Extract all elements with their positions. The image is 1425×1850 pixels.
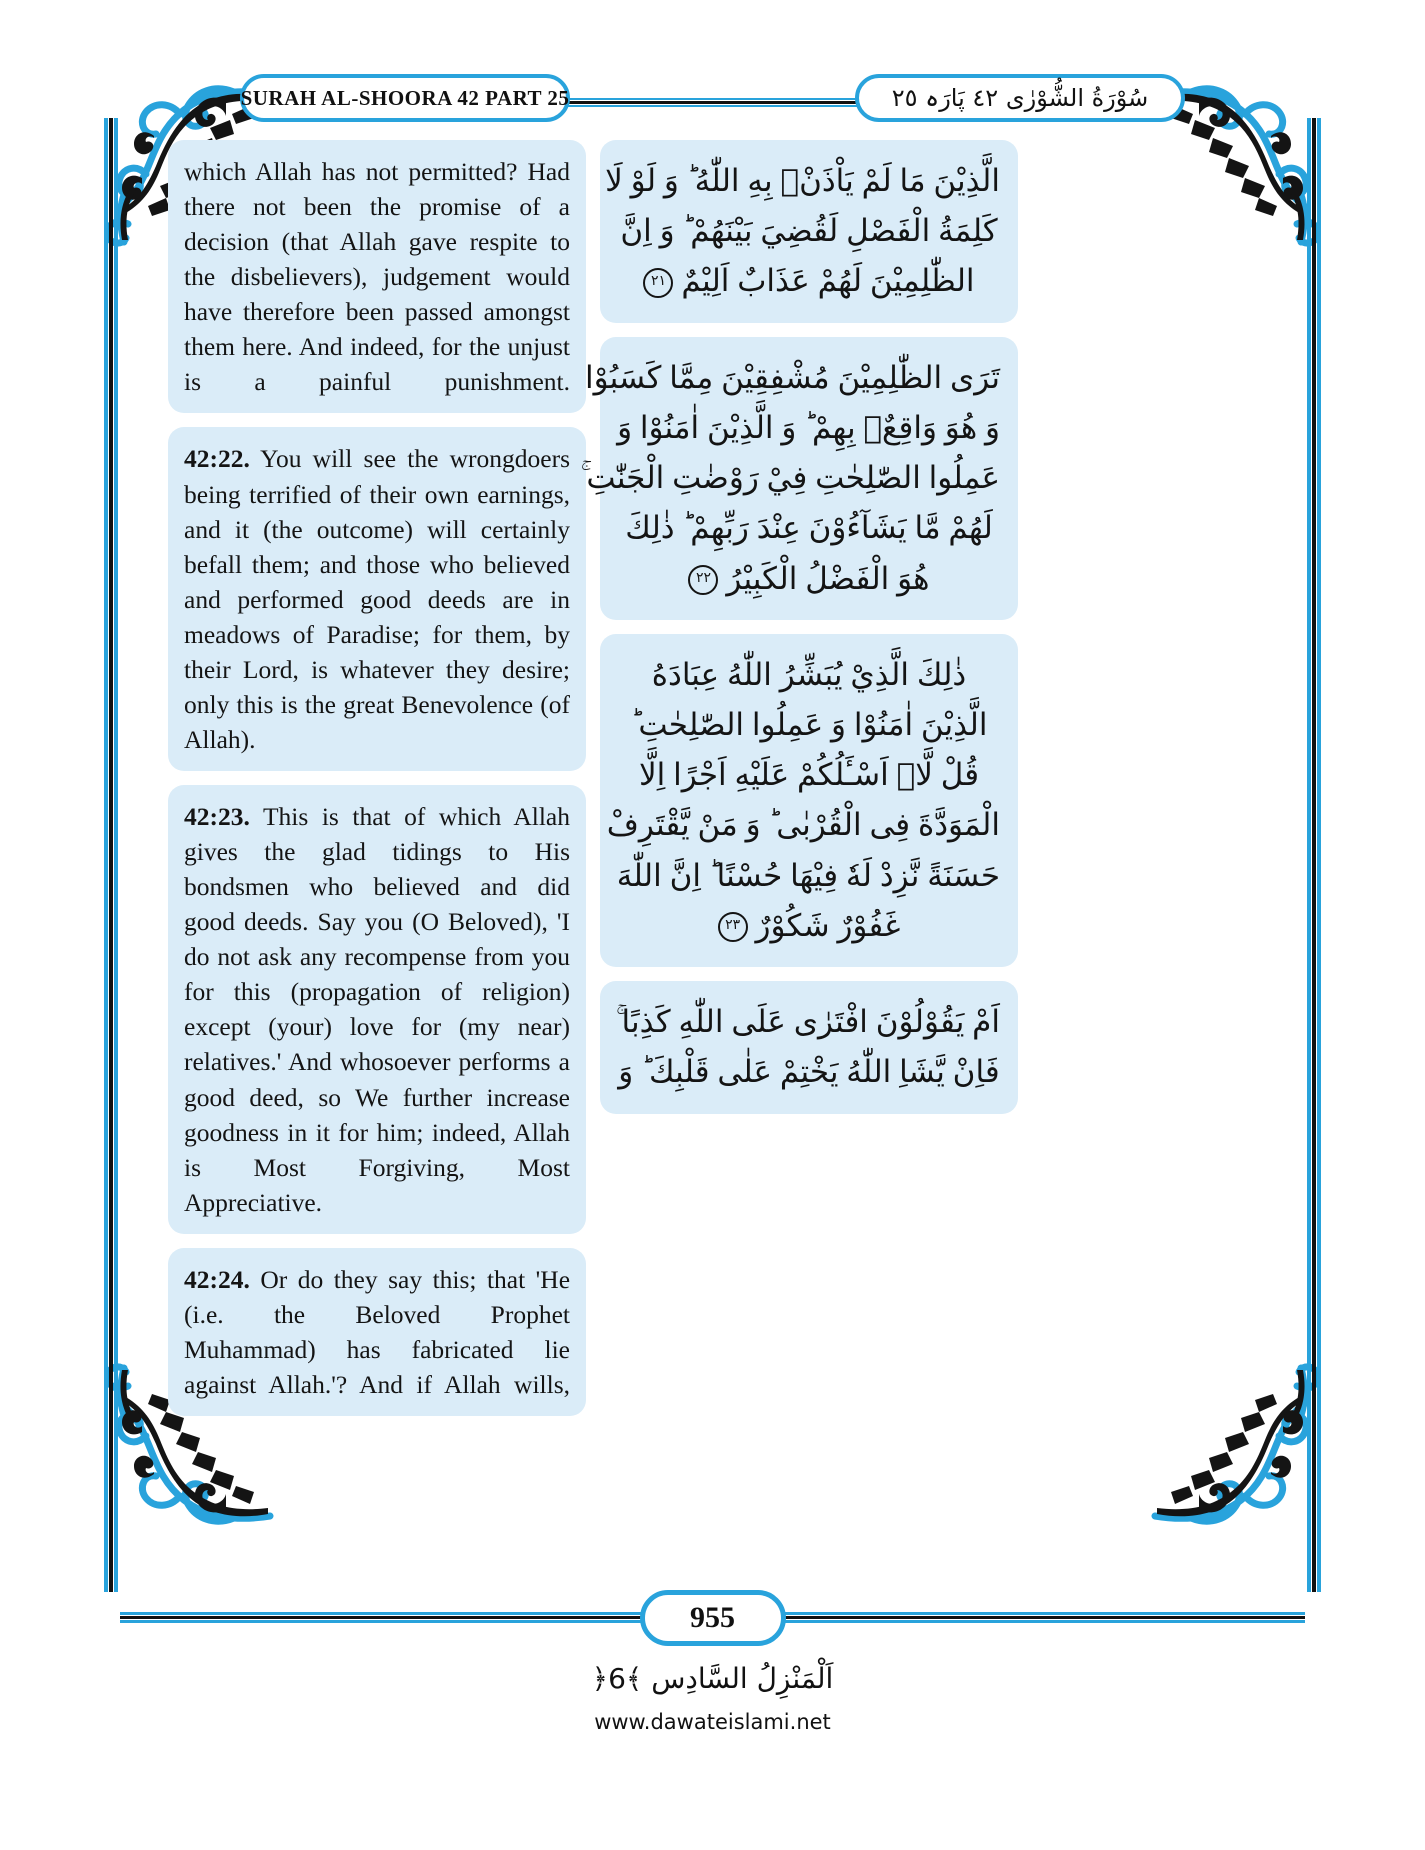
verse-number: 42:24.	[184, 1264, 250, 1294]
arabic-line: غَفُوْرٌ شَكُوْرٌ ٢٣	[618, 901, 1000, 951]
manzil-label: اَلْمَنْزِلُ السَّادِس ﴾6﴿	[591, 1662, 834, 1695]
verse-panel-english	[168, 427, 586, 771]
surah-title-text-arabic: سُوْرَةُ الشُّوْرٰی ٤٢ پَارَہ ٢٥	[891, 84, 1149, 112]
verse-number: 42:22.	[184, 444, 250, 474]
verse-end-marker: ٢٢	[688, 565, 718, 595]
arabic-line: ذٰلِكَ الَّذِيْ يُبَشِّرُ اللّٰهُ عِبَادَهُ	[651, 656, 967, 693]
arabic-text-column	[580, 140, 1018, 1416]
verse-panel-english	[168, 785, 586, 1234]
verse-columns	[168, 140, 1257, 1416]
arabic-line: لَهُمْ مَّا يَشَآءُوْنَ عِنْدَ رَبِّهِمْ ؕ ذٰلِكَ	[625, 510, 993, 547]
arabic-line: كَلِمَةُ الْفَصْلِ لَقُضِيَ بَيْنَهُمْ ؕ وَ اِنَّ	[620, 213, 998, 250]
verse-text-english: You will see the wrongdoers being terrified of their own earnings, and it (the outcome) will certainly befall them; and those who believed and performed good deeds are in meadows of Paradise; for them, by their Lord, is whatever they desire; only this is the great Benevolence (of Allah).	[184, 444, 570, 754]
verse-end-marker: ٢٣	[718, 912, 748, 942]
verse-panel-arabic	[600, 140, 1018, 323]
verse-end-marker: ٢١	[643, 268, 673, 298]
arabic-line: اَمْ يَقُوْلُوْنَ افْتَرٰى عَلَى اللّٰهِ كَذِبًا ۚ	[615, 1004, 1000, 1041]
arabic-line: الَّذِيْنَ مَا لَمْ يَاْذَنْۢ بِهِ اللّٰهُ ؕ وَ لَوْ لَا	[605, 163, 1000, 199]
page-number: 955	[690, 1601, 735, 1634]
arabic-line: تَرَى الظّٰلِمِيْنَ مُشْفِقِيْنَ مِمَّا كَسَبُوْا	[585, 359, 1000, 396]
arabic-line: هُوَ الْفَضْلُ الْكَبِيْرُ ٢٢	[618, 554, 1000, 604]
surah-title-badge	[240, 74, 570, 122]
surah-title-badge-arabic	[855, 74, 1185, 122]
verse-text-english: Or do they say this; that 'He (i.e. the Beloved Prophet Muhammad) has fabricated lie against Allah.'? And if Allah wills,	[184, 1264, 571, 1399]
border-rail-right	[1307, 118, 1321, 1592]
arabic-line: حَسَنَةً نَّزِدْ لَهٗ فِيْهَا حُسْنًا ؕ اِنَّ اللّٰهَ	[616, 857, 1000, 894]
arabic-line: الظّٰلِمِيْنَ لَهُمْ عَذَابٌ اَلِيْمٌ ٢١	[618, 256, 1000, 306]
website-url: www.dawateislami.net	[594, 1710, 831, 1734]
page-header	[98, 74, 1327, 130]
page-number-badge	[640, 1590, 786, 1646]
verse-number: 42:23.	[184, 802, 250, 831]
verse-panel-english	[168, 140, 586, 413]
verse-panel-arabic	[600, 634, 1018, 967]
arabic-line: وَ هُوَ وَاقِعٌۢ بِهِمْ ؕ وَ الَّذِيْنَ اٰمَنُوْا وَ	[617, 409, 1000, 446]
arabic-line: عَمِلُوا الصّٰلِحٰتِ فِيْ رَوْضٰتِ الْجَنّٰتِ ۚ	[580, 460, 1000, 497]
surah-title-text: SURAH AL-SHOORA 42 PART 25	[240, 85, 570, 110]
verse-text-english: This is that of which Allah gives the glad tidings to His bondsmen who believed and did good deeds. Say you (O Beloved), 'I do not ask any recompense from you for this (propagation of religion) except (your) love for (my near) relatives.' And whosoever performs a good deed, so We further increase goodness in it for him; indeed, Allah is Most Forgiving, Most Appreciative.	[184, 802, 570, 1217]
arabic-line: قُلْ لَّاۤ اَسْـَٔلُكُمْ عَلَيْهِ اَجْرًا اِلَّا	[638, 757, 980, 794]
verse-panel-english	[168, 1248, 586, 1416]
verse-text-english: which Allah has not permitted? Had there not been the promise of a decision (that Allah gave respite to the disbelievers), judgement would have therefore been passed amongst them here. And indeed, for the unjust is a painful punishment.	[184, 157, 570, 397]
english-translation-column	[168, 140, 586, 1416]
arabic-line: الَّذِيْنَ اٰمَنُوْا وَ عَمِلُوا الصّٰلِحٰتِ ؕ	[630, 706, 988, 743]
page-footer	[0, 1550, 1425, 1850]
verse-panel-arabic	[580, 337, 1018, 620]
arabic-line: الْمَوَدَّةَ فِى الْقُرْبٰى ؕ وَ مَنْ يَّقْتَرِفْ	[606, 807, 1000, 844]
arabic-line: فَاِنْ يَّشَاِ اللّٰهُ يَخْتِمْ عَلٰى قَلْبِكَ ؕ وَ	[618, 1054, 1000, 1091]
verse-panel-arabic	[600, 981, 1018, 1113]
border-rail-left	[104, 118, 118, 1592]
